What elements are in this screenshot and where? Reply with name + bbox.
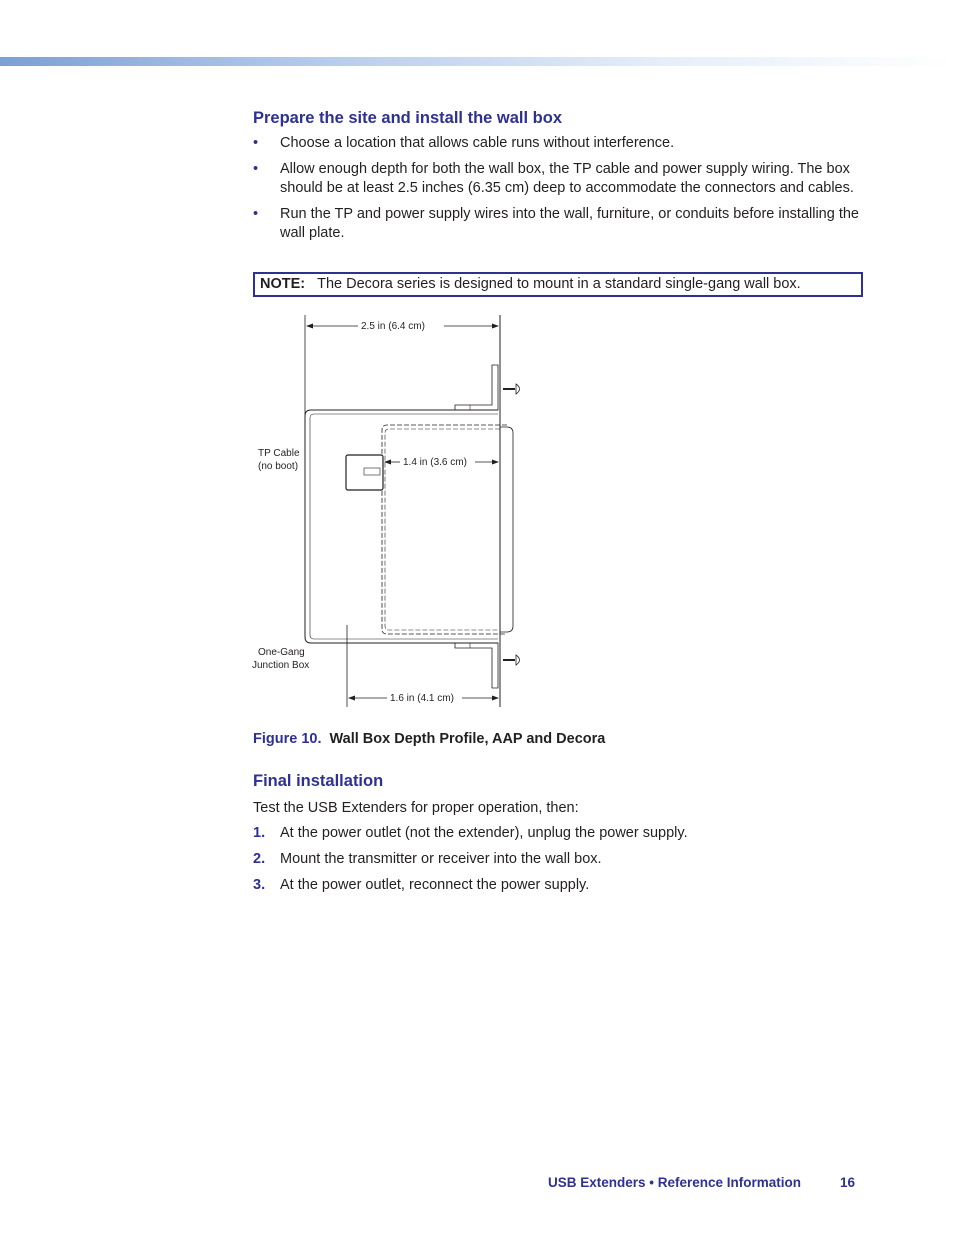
label-junction-box-line2: Junction Box [252, 660, 310, 671]
figure-caption [253, 731, 605, 747]
mounting-bracket-top [455, 365, 498, 410]
step-text: Mount the transmitter or receiver into the wall box. [280, 851, 602, 867]
step-number: 3. [253, 877, 266, 893]
bullet-marker: • [253, 135, 259, 151]
arrowhead [492, 460, 499, 465]
step-text: At the power outlet, reconnect the power supply. [280, 877, 590, 893]
step-number: 1. [253, 825, 266, 841]
note-text: The Decora series is designed to mount in a standard single-gang wall box. [317, 276, 801, 292]
site-prep-bullet-list [253, 134, 865, 250]
list-item [253, 824, 865, 843]
list-item [253, 205, 865, 243]
list-item [253, 850, 865, 869]
final-installation-steps [253, 824, 865, 902]
arrowhead [492, 324, 499, 329]
label-junction-box-line1: One-Gang [258, 647, 305, 658]
bullet-marker: • [253, 161, 259, 177]
step-text: At the power outlet (not the extender), unplug the power supply. [280, 825, 688, 841]
bullet-text: Run the TP and power supply wires into the wall, furniture, or conduits before installing the wall plate. [280, 206, 859, 241]
tp-cable-connector [346, 455, 383, 490]
footer-title: USB Extenders • Reference Information [548, 1175, 802, 1190]
junction-box-outline [305, 410, 498, 643]
dimension-label-middle: 1.4 in (3.6 cm) [403, 457, 467, 468]
label-tp-cable-line1: TP Cable [258, 448, 300, 459]
arrowhead [492, 696, 499, 701]
list-item [253, 160, 865, 198]
screw-head-bottom-icon [516, 655, 520, 665]
note-label: NOTE: [260, 276, 306, 292]
header-gradient-bar [0, 57, 954, 66]
wall-plate-face [500, 427, 513, 632]
bullet-text: Allow enough depth for both the wall box, the TP cable and power supply wiring. The box should be at least 2.5 inches (6.35 cm) deep to accommodate the connectors and cables. [280, 161, 854, 196]
note-box [253, 272, 863, 297]
list-item [253, 134, 865, 153]
list-item [253, 876, 865, 895]
page-number: 16 [840, 1175, 856, 1190]
bullet-text: Choose a location that allows cable runs without interference. [280, 135, 675, 151]
arrowhead [306, 324, 313, 329]
dimension-label-bottom: 1.6 in (4.1 cm) [390, 693, 454, 704]
wall-box-depth-figure [245, 305, 535, 715]
wall-box-depth-diagram [245, 305, 535, 710]
mounting-bracket-bottom [455, 643, 498, 688]
junction-box-inner-outline [310, 414, 498, 639]
dimension-label-top: 2.5 in (6.4 cm) [361, 321, 425, 332]
final-installation-intro: Test the USB Extenders for proper operation, then: [253, 800, 579, 816]
figure-number: Figure 10. [253, 731, 322, 747]
screw-head-top-icon [516, 384, 520, 394]
section-heading-prepare-site: Prepare the site and install the wall box [253, 109, 563, 127]
label-tp-cable-line2: (no boot) [258, 461, 299, 472]
section-heading-final-installation: Final installation [253, 772, 384, 790]
arrowhead [348, 696, 355, 701]
bullet-marker: • [253, 206, 259, 222]
step-number: 2. [253, 851, 266, 867]
figure-title: Wall Box Depth Profile, AAP and Decora [329, 731, 606, 747]
